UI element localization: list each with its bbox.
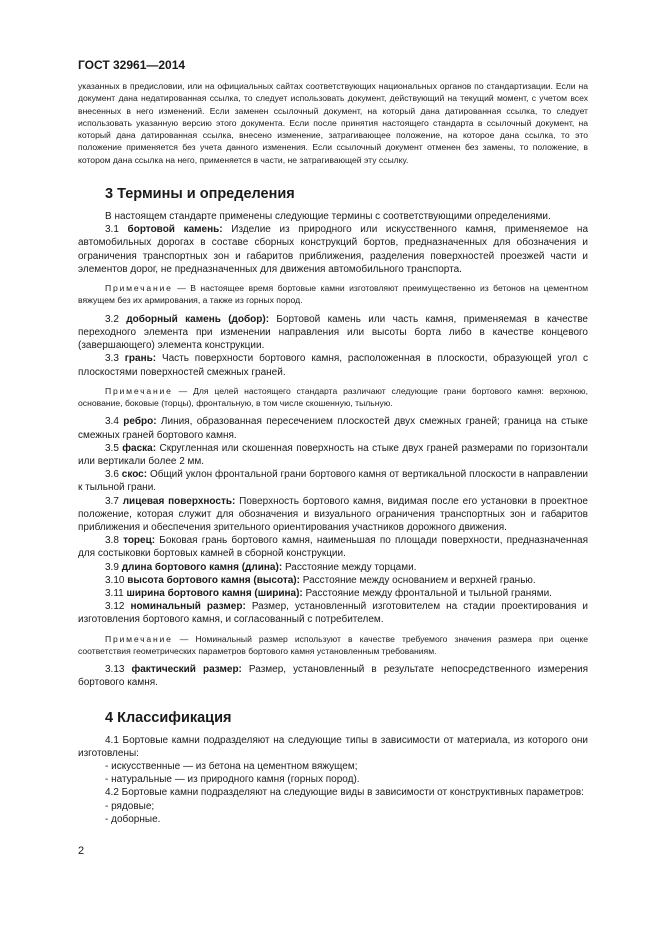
term-3-11: 3.11 ширина бортового камня (ширина): Расстояние между фронтальной и тыльной гранями. (105, 587, 552, 599)
section-3-heading: 3 Термины и определения (105, 186, 295, 203)
document-header: ГОСТ 32961—2014 (78, 58, 186, 72)
term-3-8: 3.8 торец: Боковая грань бортового камня, наименьшая по площади поверхности, предназначенная для состыковки бортовых камней в сборной конструкции. (78, 535, 588, 560)
term-3-3: 3.3 грань: Часть поверхности бортового камня, расположенная в плоскости, образующей угол с плоскостями поверхностей смежных граней. (78, 353, 588, 378)
term-3-12: 3.12 номинальный размер: Размер, установленный изготовителем на стадии проектирования и изготовления бортового камня, и согласованный с потребителем. (78, 601, 588, 626)
term-3-6: 3.6 скос: Общий уклон фронтальной грани бортового камня от вертикальной плоскости в направлении к тыльной грани. (78, 469, 589, 494)
term-3-2: 3.2 доборный камень (добор): Бортовой камень или часть камня, применяемая в качестве переходного элемента при изменении направления или высоты борта либо в качестве концевого (завершающего) элемента конструкции. (78, 313, 588, 352)
term-3-5: 3.5 фаска: Скругленная или скошенная поверхность на стыке двух граней размерами по горизонтали или вертикали более 2 мм. (78, 442, 588, 467)
intro-paragraph: указанных в предисловии, или на официальных сайтах соответствующих национальных органов по стандартизации. Если на документ дана недатированная ссылка, то следует использовать документ, действующий на текущий момент, с учетом всех внесенных в него изменений. Если заменен ссылочный документ, на который дана датированная ссылка, то следует использовать указанную версию этого документа. Если после принятия настоящего стандарта в ссылочный документ, на который дана датированная ссылка, внесено изменение, затрагивающее положение, на которое дана ссылка, то это положение применяется без учета данного изменения. Если ссылочный документ отменен без замены, то положение, в котором дана ссылка на него, применяется в части, не затрагивающей эту ссылку. (78, 81, 588, 165)
document-body (78, 80, 588, 826)
page-number: 2 (78, 845, 85, 857)
section-4-heading: 4 Классификация (105, 709, 232, 726)
section-3-intro: В настоящем стандарте применены следующие термины с соответствующими определениями. (105, 211, 551, 223)
clause-4-1: 4.1 Бортовые камни подразделяют на следующие типы в зависимости от материала, из которого они изготовлены: (78, 734, 588, 759)
list-item: - натуральные — из природного камня (горных пород). (105, 774, 360, 786)
term-3-10: 3.10 высота бортового камня (высота): Расстояние между основанием и верхней гранью. (105, 574, 536, 586)
note-2: Примечание — Для целей настоящего стандарта различают следующие грани бортового камня: верхнюю, основание, боковые (торцы), фронтальную, в том числе скошенную, тыльную. (78, 385, 589, 408)
term-3-9: 3.9 длина бортового камня (длина): Расстояние между торцами. (105, 561, 417, 573)
term-3-4: 3.4 ребро: Линия, образованная пересечением плоскостей двух смежных граней; граница на стыке смежных граней бортового камня. (78, 416, 588, 441)
term-3-13: 3.13 фактический размер: Размер, установленный в результате непосредственного измерения бортового камня. (78, 664, 589, 689)
note-3: Примечание — Номинальный размер используют в качестве требуемого значения размера при оценке соответствия геометрических параметров бортового камня установленным требованиям. (78, 633, 588, 656)
clause-4-2: 4.2 Бортовые камни подразделяют на следующие виды в зависимости от конструктивных параметров: (105, 787, 584, 799)
list-item: - искусственные — из бетона на цементном вяжущем; (105, 760, 358, 772)
list-item: - доборные. (105, 813, 161, 825)
list-item: - рядовые; (105, 800, 155, 812)
note-1: Примечание — В настоящее время бортовые камни изготовляют преимущественно из бетонов на цементном вяжущем без их армирования, а также из горных пород. (78, 283, 589, 306)
term-3-1: 3.1 бортовой камень: Изделие из природного или искусственного камня, применяемое на автомобильных дорогах в составе сборных конструкций бортов, предназначенных для обозначения и ограничения транспортных зон и габаритов приближения, разделения поверхностей проезжей части и элементов дорог, не предназначенных для движения автомобильного транспорта. (78, 224, 589, 275)
term-3-7: 3.7 лицевая поверхность: Поверхность бортового камня, видимая после его установки в проектное положение, которая служит для обозначения и визуального ограничения транспортных зон и габаритов приближения и обеспечения зрительного ориентирования участников дорожного движения. (78, 495, 588, 533)
